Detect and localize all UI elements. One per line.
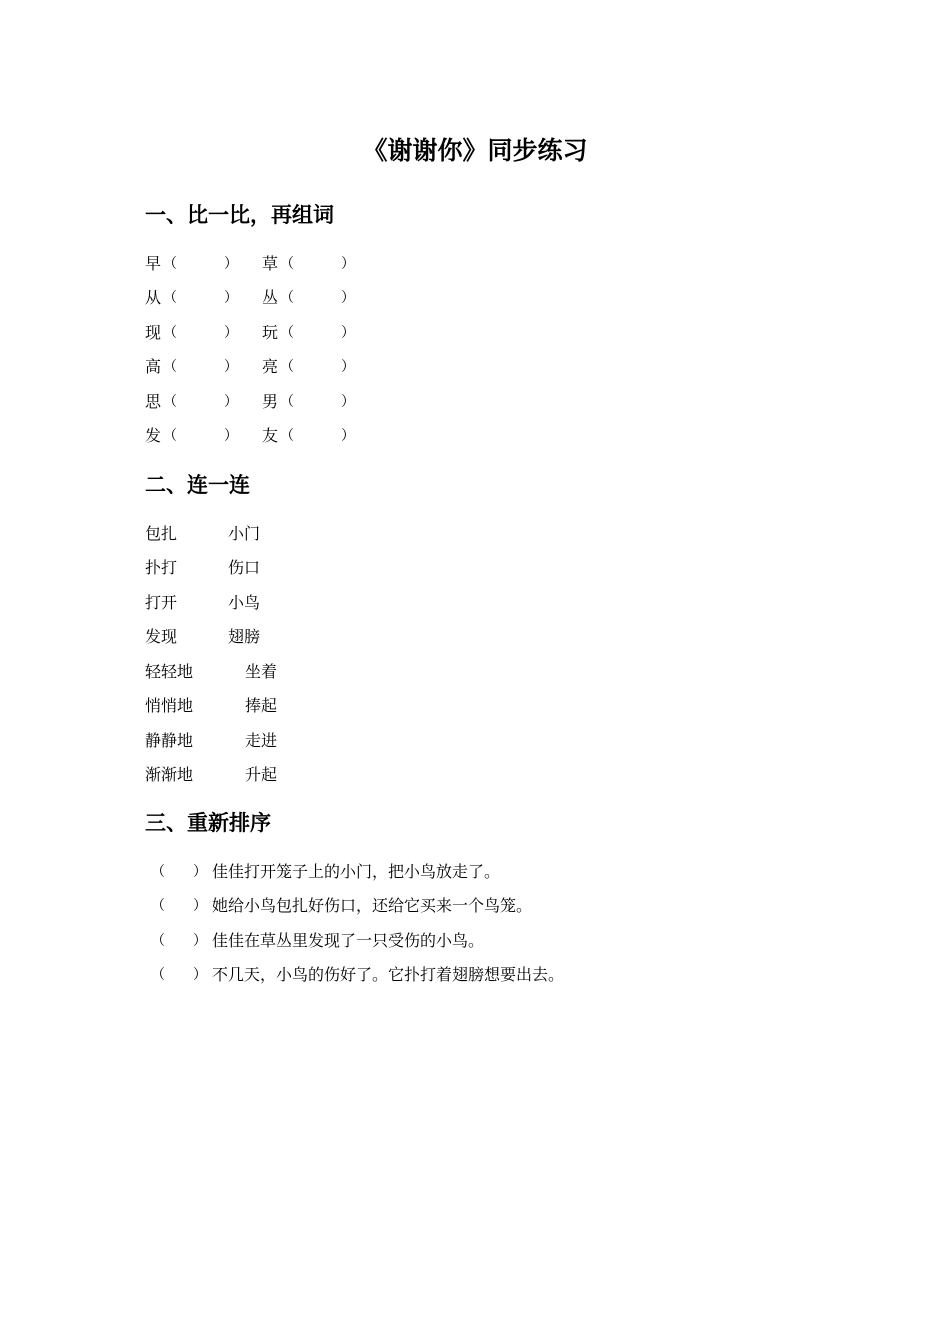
connect-left-word: 悄悄地 — [145, 696, 194, 715]
answer-blank-open: （ — [280, 394, 294, 410]
char-left: 早 — [145, 254, 162, 273]
page-title: 《谢谢你》同步练习 — [362, 136, 588, 165]
char-right: 玩 — [262, 323, 279, 342]
answer-blank-close: ） — [341, 290, 355, 306]
order-blank-close: ） — [193, 967, 207, 983]
answer-blank-close: ） — [224, 325, 238, 341]
connect-right-word: 小鸟 — [228, 593, 261, 612]
answer-blank-close: ） — [341, 428, 355, 444]
answer-blank-open: （ — [280, 359, 294, 375]
order-blank-close: ） — [193, 898, 207, 914]
connect-left-word: 打开 — [145, 593, 178, 612]
answer-blank-open: （ — [163, 394, 177, 410]
connect-right-word: 翅膀 — [228, 627, 261, 646]
order-sentence: 不几天，小鸟的伤好了。它扑打着翅膀想要出去。 — [212, 965, 565, 984]
char-right: 丛 — [262, 288, 279, 307]
answer-blank-close: ） — [224, 290, 238, 306]
connect-left-word: 扑打 — [145, 558, 178, 577]
char-left: 高 — [145, 357, 162, 376]
answer-blank-close: ） — [224, 428, 238, 444]
connect-left-word: 静静地 — [145, 731, 194, 750]
answer-blank-open: （ — [163, 359, 177, 375]
order-blank-open: （ — [151, 967, 165, 983]
answer-blank-close: ） — [224, 256, 238, 272]
char-right: 友 — [262, 426, 279, 445]
answer-blank-open: （ — [163, 290, 177, 306]
answer-blank-close: ） — [224, 394, 238, 410]
answer-blank-open: （ — [163, 256, 177, 272]
answer-blank-close: ） — [341, 325, 355, 341]
answer-blank-close: ） — [341, 256, 355, 272]
connect-right-word: 伤口 — [228, 558, 261, 577]
answer-blank-close: ） — [341, 394, 355, 410]
char-right: 草 — [262, 254, 279, 273]
section-heading-compare: 一、比一比，再组词 — [145, 203, 334, 227]
connect-left-word: 包扎 — [145, 524, 178, 543]
section-heading-order: 三、重新排序 — [145, 811, 271, 835]
order-blank-open: （ — [151, 898, 165, 914]
order-blank-open: （ — [151, 933, 165, 949]
order-sentence: 她给小鸟包扎好伤口，还给它买来一个鸟笼。 — [212, 896, 533, 915]
answer-blank-open: （ — [163, 428, 177, 444]
answer-blank-close: ） — [224, 359, 238, 375]
section-heading-connect: 二、连一连 — [145, 473, 250, 497]
connect-right-word: 升起 — [245, 765, 278, 784]
answer-blank-open: （ — [280, 325, 294, 341]
connect-right-word: 小门 — [228, 524, 261, 543]
answer-blank-open: （ — [280, 428, 294, 444]
connect-right-word: 坐着 — [245, 662, 278, 681]
answer-blank-close: ） — [341, 359, 355, 375]
char-left: 思 — [145, 392, 162, 411]
order-sentence: 佳佳打开笼子上的小门，把小鸟放走了。 — [212, 862, 501, 881]
order-sentence: 佳佳在草丛里发现了一只受伤的小鸟。 — [212, 931, 485, 950]
char-right: 男 — [262, 392, 279, 411]
answer-blank-open: （ — [280, 256, 294, 272]
char-right: 亮 — [262, 357, 279, 376]
char-left: 现 — [145, 323, 162, 342]
order-blank-close: ） — [193, 864, 207, 880]
char-left: 从 — [145, 288, 162, 307]
order-blank-open: （ — [151, 864, 165, 880]
connect-left-word: 渐渐地 — [145, 765, 194, 784]
order-blank-close: ） — [193, 933, 207, 949]
answer-blank-open: （ — [163, 325, 177, 341]
connect-right-word: 走进 — [245, 731, 278, 750]
char-left: 发 — [145, 426, 162, 445]
connect-right-word: 捧起 — [245, 696, 278, 715]
connect-left-word: 轻轻地 — [145, 662, 194, 681]
connect-left-word: 发现 — [145, 627, 178, 646]
answer-blank-open: （ — [280, 290, 294, 306]
